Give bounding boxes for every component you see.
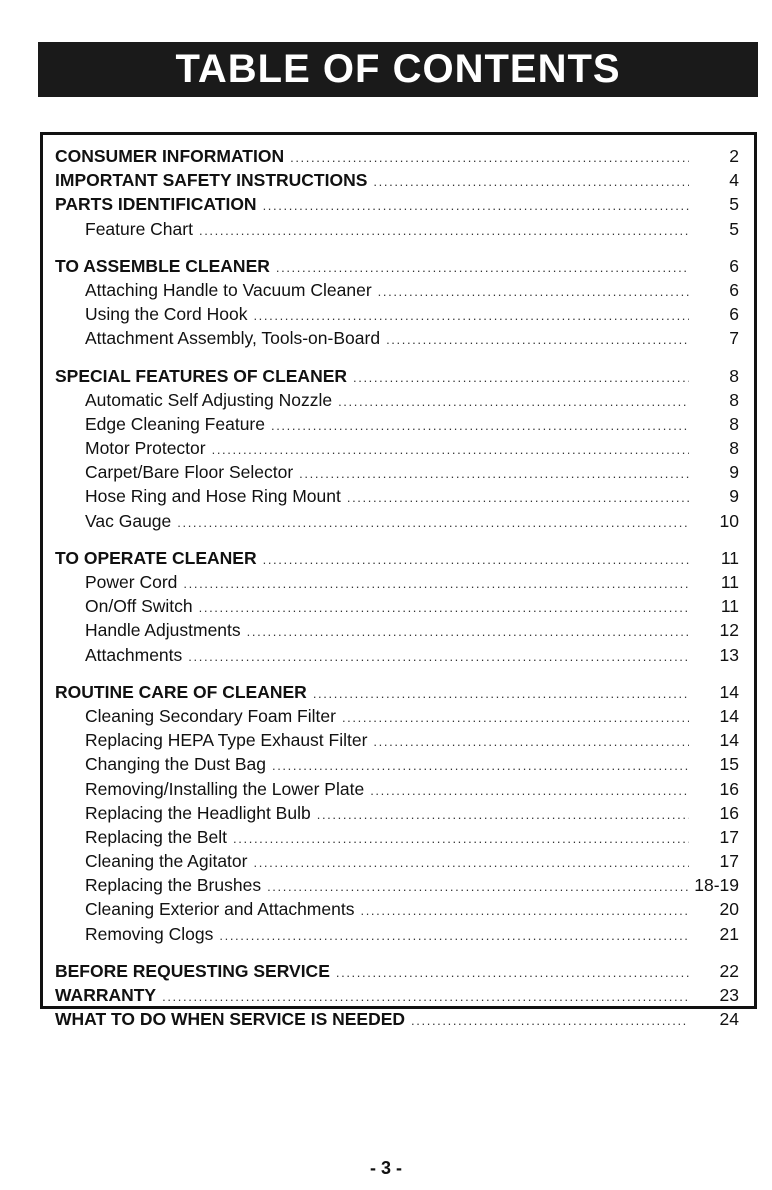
page-title: TABLE OF CONTENTS [175, 47, 621, 91]
dot-leader [299, 462, 689, 486]
toc-sub-entry [55, 825, 745, 849]
dot-leader [336, 961, 689, 985]
toc-heading-entry [55, 254, 745, 278]
dot-leader [188, 645, 689, 669]
entry-page-number: 14 [719, 730, 739, 751]
entry-page-number: 8 [729, 365, 739, 386]
entry-label: On/Off Switch [85, 596, 193, 617]
page-number: - 3 - [369, 1158, 402, 1178]
entry-label: Cleaning the Agitator [85, 851, 248, 872]
dot-leader [233, 827, 689, 851]
entry-page-number: 4 [729, 170, 739, 191]
entry-page-number: 6 [729, 304, 739, 325]
toc-sub-entry [55, 704, 745, 728]
entry-label: Changing the Dust Bag [85, 754, 266, 775]
toc-sub-entry [55, 460, 745, 484]
entry-page-number: 5 [729, 218, 739, 239]
entry-label: IMPORTANT SAFETY INSTRUCTIONS [55, 170, 368, 191]
entry-label: Carpet/Bare Floor Selector [85, 462, 294, 483]
dot-leader [162, 985, 689, 1009]
dot-leader [386, 328, 689, 352]
dot-leader [360, 899, 689, 923]
entry-page-number: 5 [729, 194, 739, 215]
table-of-contents [40, 132, 757, 1030]
toc-sub-entry [55, 594, 745, 618]
dot-leader [199, 596, 689, 620]
entry-label: Attaching Handle to Vacuum Cleaner [85, 279, 372, 300]
toc-sub-entry [55, 728, 745, 752]
dot-leader [263, 194, 689, 218]
toc-sub-entry [55, 302, 745, 326]
dot-leader [290, 146, 689, 170]
entry-page-number: 11 [720, 547, 739, 568]
entry-label: Cleaning Secondary Foam Filter [85, 705, 336, 726]
toc-heading-entry [55, 983, 745, 1007]
dot-leader [177, 511, 689, 535]
entry-page-number: 17 [719, 826, 739, 847]
toc-heading-entry [55, 959, 745, 983]
entry-label: Using the Cord Hook [85, 304, 248, 325]
toc-sub-entry [55, 570, 745, 594]
dot-leader [373, 170, 689, 194]
toc-heading-entry [55, 1007, 745, 1031]
entry-label: Automatic Self Adjusting Nozzle [85, 389, 333, 410]
dot-leader [219, 924, 689, 948]
entry-page-number: 24 [719, 1009, 739, 1030]
toc-heading-entry [55, 168, 745, 192]
entry-page-number: 7 [729, 328, 739, 349]
toc-heading-entry [55, 144, 745, 168]
dot-leader [353, 366, 689, 390]
toc-sub-entry [55, 777, 745, 801]
dot-leader [411, 1009, 689, 1033]
entry-label: ROUTINE CARE OF CLEANER [55, 681, 307, 702]
entry-label: WHAT TO DO WHEN SERVICE IS NEEDED [55, 1009, 406, 1030]
toc-sub-entry [55, 897, 745, 921]
entry-page-number: 11 [720, 572, 739, 592]
dot-leader [338, 390, 689, 414]
toc-sub-entry [55, 801, 745, 825]
entry-page-number: 17 [719, 851, 739, 872]
title-banner [38, 42, 758, 97]
entry-page-number: 6 [729, 255, 739, 276]
entry-page-number: 6 [729, 279, 739, 300]
entry-page-number: 2 [729, 146, 739, 166]
dot-leader [378, 280, 689, 304]
entry-label: Attachment Assembly, Tools-on-Board [85, 328, 381, 349]
entry-label: PARTS IDENTIFICATION [55, 194, 257, 215]
entry-label: Power Cord [85, 572, 178, 592]
entry-page-number: 13 [719, 644, 739, 665]
entry-label: Replacing HEPA Type Exhaust Filter [85, 730, 368, 751]
toc-sub-entry [55, 873, 745, 897]
dot-leader [253, 851, 689, 875]
entry-page-number: 8 [729, 438, 739, 459]
toc-section [55, 546, 745, 667]
entry-label: WARRANTY [55, 985, 157, 1005]
entry-label: Removing/Installing the Lower Plate [85, 778, 365, 799]
entry-page-number: 9 [729, 486, 739, 507]
entry-label: Cleaning Exterior and Attachments [85, 899, 355, 920]
toc-sub-entry [55, 278, 745, 302]
dot-leader [272, 754, 689, 778]
dot-leader [247, 620, 689, 644]
dot-leader [183, 572, 689, 596]
toc-section [55, 254, 745, 351]
entry-page-number: 22 [719, 960, 739, 981]
toc-sub-entry [55, 922, 745, 946]
entry-page-number: 16 [719, 802, 739, 823]
entry-page-number: 14 [719, 681, 739, 702]
entry-label: TO ASSEMBLE CLEANER [55, 255, 270, 276]
entry-page-number: 11 [720, 596, 739, 617]
entry-label: Replacing the Brushes [85, 875, 262, 896]
toc-sub-entry [55, 752, 745, 776]
entry-page-number: 16 [719, 778, 739, 799]
entry-page-number: 10 [719, 510, 739, 531]
toc-sub-entry [55, 326, 745, 350]
dot-leader [317, 803, 689, 827]
entry-label: Feature Chart [85, 218, 193, 239]
toc-section [55, 364, 745, 533]
toc-heading-entry [55, 192, 745, 216]
entry-page-number: 8 [729, 389, 739, 410]
dot-leader [199, 219, 689, 243]
entry-label: SPECIAL FEATURES OF CLEANER [55, 365, 348, 386]
toc-sub-entry [55, 643, 745, 667]
entry-label: TO OPERATE CLEANER [55, 547, 257, 568]
toc-sub-entry [55, 412, 745, 436]
toc-section [55, 144, 745, 241]
toc-section [55, 959, 745, 1032]
dot-leader [373, 730, 689, 754]
toc-sub-entry [55, 388, 745, 412]
dot-leader [267, 875, 689, 899]
entry-page-number: 8 [729, 413, 739, 434]
toc-sub-entry [55, 849, 745, 873]
entry-page-number: 9 [729, 462, 739, 483]
toc-heading-entry [55, 364, 745, 388]
toc-sub-entry [55, 217, 745, 241]
toc-section [55, 680, 745, 946]
toc-sub-entry [55, 436, 745, 460]
toc-heading-entry [55, 546, 745, 570]
toc-sub-entry [55, 618, 745, 642]
dot-leader [276, 256, 689, 280]
entry-label: Replacing the Headlight Bulb [85, 802, 311, 823]
dot-leader [271, 414, 689, 438]
dot-leader [253, 304, 689, 328]
toc-heading-entry [55, 680, 745, 704]
toc-sub-entry [55, 509, 745, 533]
entry-label: Vac Gauge [85, 510, 172, 531]
entry-label: Motor Protector [85, 438, 206, 459]
entry-label: Handle Adjustments [85, 620, 241, 641]
entry-page-number: 18-19 [694, 875, 739, 896]
dot-leader [212, 438, 689, 462]
entry-label: BEFORE REQUESTING SERVICE [55, 960, 330, 981]
entry-label: Replacing the Belt [85, 826, 228, 847]
dot-leader [313, 682, 689, 706]
toc-sub-entry [55, 484, 745, 508]
entry-page-number: 23 [719, 985, 739, 1005]
entry-label: Edge Cleaning Feature [85, 413, 265, 434]
dot-leader [347, 486, 689, 510]
entry-label: Hose Ring and Hose Ring Mount [85, 486, 341, 507]
entry-label: CONSUMER INFORMATION [55, 146, 285, 166]
dot-leader [370, 779, 689, 803]
entry-page-number: 21 [719, 923, 739, 944]
entry-label: Attachments [85, 644, 183, 665]
entry-label: Removing Clogs [85, 923, 214, 944]
entry-page-number: 20 [719, 899, 739, 920]
dot-leader [263, 548, 689, 572]
dot-leader [342, 706, 689, 730]
entry-page-number: 15 [719, 754, 739, 775]
entry-page-number: 14 [719, 705, 739, 726]
entry-page-number: 12 [719, 620, 739, 641]
